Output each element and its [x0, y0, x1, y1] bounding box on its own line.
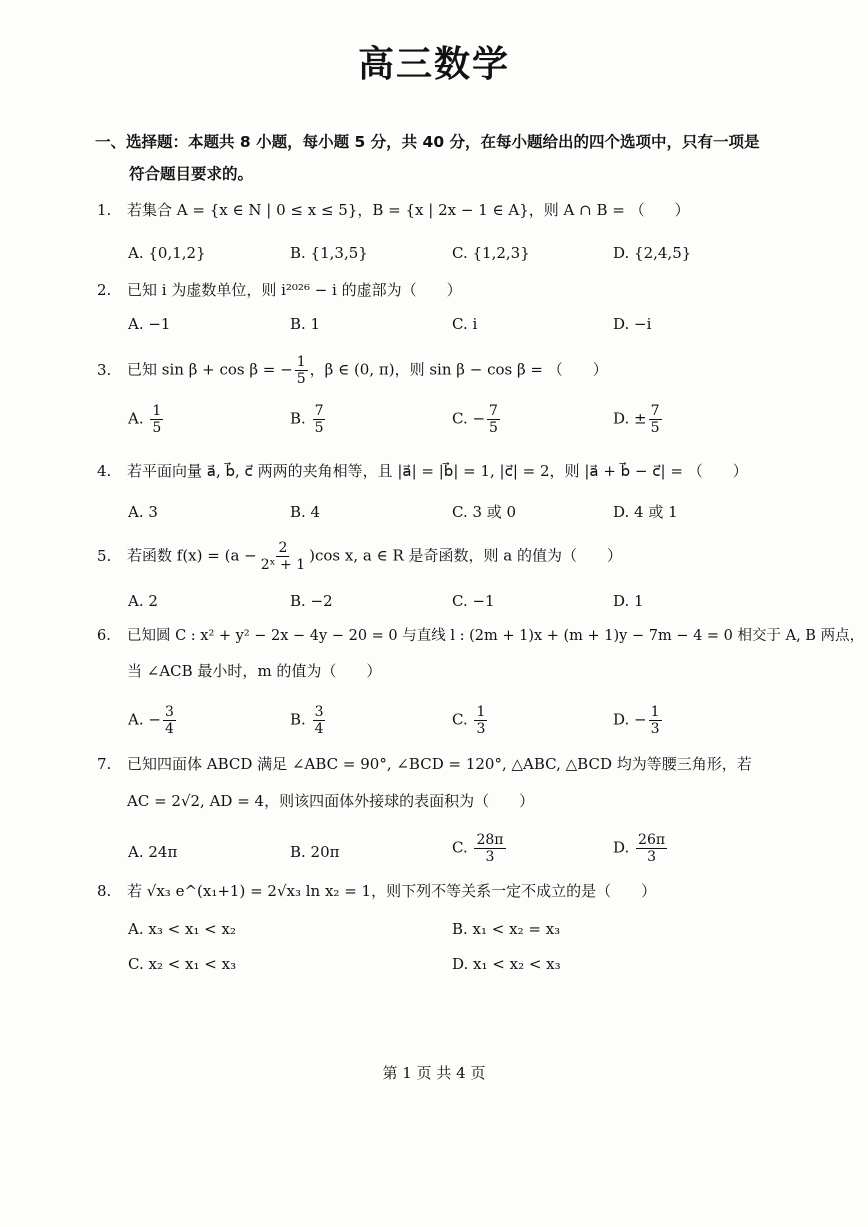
question-stem-a: 若函数 f(x) = (a −	[127, 546, 257, 565]
question-6	[97, 625, 864, 647]
section-heading-line2: 符合题目要求的。	[129, 165, 254, 183]
fraction	[295, 354, 308, 387]
numerator: 28π	[476, 832, 504, 848]
option-d: D. {2,4,5}	[613, 244, 692, 262]
question-8	[97, 880, 656, 902]
fraction	[474, 704, 487, 737]
denominator: 4	[314, 721, 324, 737]
fraction	[487, 403, 500, 436]
section-heading-line1: 一、选择题：本题共 8 小题，每小题 5 分，共 40 分，在每小题给出的四个选项中，只有一项是	[95, 133, 760, 151]
numerator: 1	[650, 704, 660, 720]
question-stem: 已知圆 C : x² + y² − 2x − 4y − 20 = 0 与直线 l : (2m + 1)x + (m + 1)y − 7m − 4 = 0 相交于 A, B 两点，	[127, 628, 865, 644]
fraction	[163, 704, 176, 737]
option-c	[452, 832, 508, 865]
option-label: A.	[128, 409, 149, 428]
numerator: 1	[152, 403, 162, 419]
question-stem: 已知四面体 ABCD 满足 ∠ABC = 90°, ∠BCD = 120°, △ABC, △BCD 均为等腰三角形，若	[127, 755, 752, 773]
option-b	[290, 403, 327, 436]
question-number: 4.	[97, 462, 112, 480]
numerator: 7	[314, 403, 324, 419]
denominator: 5	[152, 420, 162, 436]
option-c: C. {1,2,3}	[452, 244, 530, 262]
option-label: B.	[290, 710, 311, 729]
option-b	[290, 704, 327, 737]
option-b: B. −2	[290, 592, 333, 610]
option-a	[128, 403, 165, 436]
denominator: 4	[164, 721, 174, 737]
question-stem: 已知 i 为虚数单位，则 i²⁰²⁶ − i 的虚部为（ ）	[127, 281, 462, 299]
question-2	[97, 279, 462, 301]
option-b: B. {1,3,5}	[290, 244, 368, 262]
question-7	[97, 753, 752, 775]
fraction	[259, 540, 307, 573]
denominator: 2ˣ + 1	[260, 557, 306, 573]
option-label: C.	[452, 838, 473, 857]
question-stem-b: )cos x, a ∈ R 是奇函数，则 a 的值为（ ）	[309, 546, 622, 565]
numerator: 1	[476, 704, 486, 720]
option-c: C. x₂ < x₁ < x₃	[128, 955, 237, 973]
option-d: D. x₁ < x₂ < x₃	[452, 955, 561, 973]
option-a: A. 3	[128, 503, 158, 521]
question-4	[97, 460, 748, 482]
option-a: A. 24π	[128, 843, 178, 861]
fraction	[150, 403, 163, 436]
fraction	[313, 704, 326, 737]
fraction	[474, 832, 505, 865]
option-b: B. 4	[290, 503, 321, 521]
denominator: 3	[647, 849, 656, 865]
option-label: A. −	[128, 710, 161, 729]
option-label: D. −	[613, 710, 647, 729]
page-footer: 第 1 页 共 4 页	[382, 1064, 486, 1082]
page-title: 高三数学	[357, 44, 510, 85]
question-5	[97, 540, 622, 573]
question-number: 3.	[97, 360, 112, 379]
option-c: C. −1	[452, 592, 495, 610]
question-stem: 若集合 A = {x ∈ N | 0 ≤ x ≤ 5}，B = {x | 2x − 1 ∈ A}，则 A ∩ B = （ ）	[127, 201, 690, 219]
option-d: D. 4 或 1	[613, 503, 678, 521]
section-heading	[95, 126, 785, 190]
option-a: A. x₃ < x₁ < x₂	[128, 920, 236, 938]
numerator: 7	[489, 403, 498, 419]
question-number: 1.	[97, 201, 112, 219]
question-6-line2: 当 ∠ACB 最小时，m 的值为（ ）	[127, 662, 382, 680]
question-7-line2: AC = 2√2, AD = 4，则该四面体外接球的表面积为（ ）	[127, 792, 535, 810]
option-label: C. −	[452, 409, 486, 428]
option-c: C. i	[452, 315, 478, 333]
option-d	[613, 704, 664, 737]
option-a: A. −1	[128, 315, 171, 333]
fraction	[649, 403, 662, 436]
fraction	[313, 403, 326, 436]
numerator: 2	[278, 540, 288, 556]
option-a: A. 2	[128, 592, 158, 610]
question-number: 2.	[97, 281, 112, 299]
question-stem: 若平面向量 a⃗, b⃗, c⃗ 两两的夹角相等，且 |a⃗| = |b⃗| = 1, |c⃗| = 2，则 |a⃗ + b⃗ − c⃗| = （ ）	[127, 462, 748, 480]
denominator: 5	[296, 371, 306, 387]
option-c	[452, 403, 502, 436]
option-label: B.	[290, 409, 311, 428]
option-d: D. 1	[613, 592, 644, 610]
option-b: B. x₁ < x₂ = x₃	[452, 920, 561, 938]
option-d: D. −i	[613, 315, 652, 333]
option-b: B. 1	[290, 315, 321, 333]
fraction	[649, 704, 662, 737]
option-a	[128, 704, 178, 737]
question-3	[97, 354, 608, 387]
option-c: C. 3 或 0	[452, 503, 517, 521]
question-stem-b: ，β ∈ (0, π)，则 sin β − cos β = （ ）	[309, 360, 608, 379]
question-1	[97, 199, 690, 221]
denominator: 5	[314, 420, 324, 436]
denominator: 5	[650, 420, 660, 436]
option-label: D.	[613, 838, 635, 857]
denominator: 3	[485, 849, 495, 865]
question-number: 7.	[97, 755, 112, 773]
numerator: 7	[650, 403, 660, 419]
numerator: 1	[296, 354, 306, 370]
option-a: A. {0,1,2}	[128, 244, 206, 262]
option-d	[613, 832, 669, 865]
question-stem-a: 已知 sin β + cos β = −	[127, 360, 293, 379]
fraction	[636, 832, 667, 865]
numerator: 3	[164, 704, 174, 720]
question-stem: 若 √x₃ e^(x₁+1) = 2√x₃ ln x₂ = 1，则下列不等关系一定不成立的是（ ）	[127, 882, 657, 900]
option-label: D. ±	[613, 409, 647, 428]
denominator: 5	[489, 420, 498, 436]
denominator: 3	[650, 721, 660, 737]
option-d	[613, 403, 664, 436]
numerator: 3	[314, 704, 324, 720]
question-number: 8.	[97, 882, 112, 900]
option-c	[452, 704, 489, 737]
question-number: 6.	[97, 628, 111, 644]
denominator: 3	[476, 721, 486, 737]
numerator: 26π	[638, 832, 666, 848]
option-label: C.	[452, 710, 473, 729]
option-b: B. 20π	[290, 843, 340, 861]
question-number: 5.	[97, 546, 112, 565]
